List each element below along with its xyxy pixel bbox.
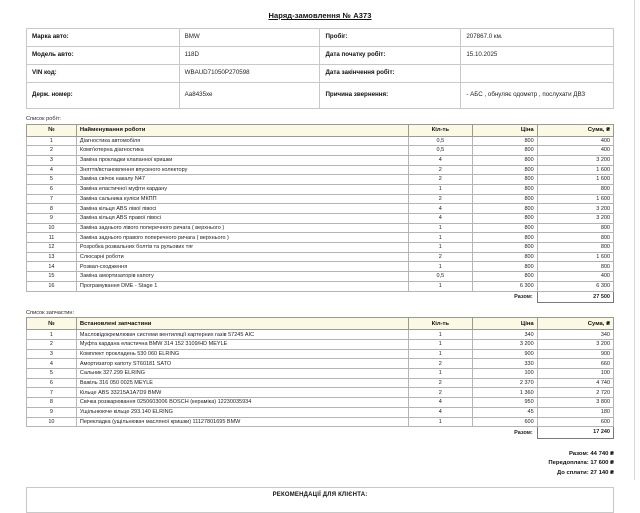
grand-total-label: Передоплата: bbox=[548, 460, 589, 467]
cell-num: 4 bbox=[27, 359, 77, 369]
cell-num: 6 bbox=[27, 184, 77, 194]
cell-price: 600 bbox=[473, 417, 538, 427]
cell-price: 800 bbox=[473, 184, 538, 194]
cell-price: 800 bbox=[473, 194, 538, 204]
cell-price: 950 bbox=[473, 398, 538, 408]
cell-num: 4 bbox=[27, 165, 77, 175]
table-row bbox=[27, 233, 614, 243]
cell-num: 6 bbox=[27, 378, 77, 388]
parts-header-qty: Кіл-ть bbox=[408, 318, 473, 330]
page-title: Наряд-замовлення № А373 bbox=[268, 11, 372, 20]
cell-price: 3 200 bbox=[473, 340, 538, 350]
vehicle-info-row bbox=[27, 65, 614, 83]
cell-qty: 2 bbox=[408, 252, 473, 262]
table-row bbox=[27, 281, 614, 291]
table-row bbox=[27, 243, 614, 253]
cell-price: 800 bbox=[473, 146, 538, 156]
cell-qty: 1 bbox=[408, 417, 473, 427]
cell-qty: 4 bbox=[408, 155, 473, 165]
cell-name: Заміна сальника куліси МКПП bbox=[76, 194, 408, 204]
works-header-sum: Сума, ₴ bbox=[537, 124, 613, 136]
cell-name: Заміна кільця ABS лівої півосі bbox=[76, 204, 408, 214]
cell-num: 8 bbox=[27, 398, 77, 408]
works-header-qty: Кіл-ть bbox=[408, 124, 473, 136]
cell-num: 12 bbox=[27, 243, 77, 253]
table-row bbox=[27, 262, 614, 272]
cell-name: Свічка розжарювання 0250603006 BOSCH (кераміка) 12230035934 bbox=[76, 398, 408, 408]
grand-total-amount: 17 600 ₴ bbox=[590, 460, 614, 467]
cell-qty: 2 bbox=[408, 165, 473, 175]
cell-price: 100 bbox=[473, 369, 538, 379]
parts-total-value: 17 240 bbox=[537, 427, 613, 438]
end-date-label: Дата закінчення робіт: bbox=[320, 65, 461, 83]
cell-qty: 0,5 bbox=[408, 136, 473, 146]
table-row bbox=[27, 359, 614, 369]
cell-name: Амортизатор капоту ST60181 SATO bbox=[76, 359, 408, 369]
cell-qty: 4 bbox=[408, 398, 473, 408]
cell-sum: 800 bbox=[537, 262, 613, 272]
vin-label: VIN код: bbox=[27, 65, 180, 83]
cell-price: 800 bbox=[473, 252, 538, 262]
cell-num: 10 bbox=[27, 223, 77, 233]
cell-name: Важіль 316 050 0025 MEYLE bbox=[76, 378, 408, 388]
vehicle-brand-label: Марка авто: bbox=[27, 29, 180, 47]
parts-list-caption: Список запчастин: bbox=[26, 309, 75, 316]
table-row bbox=[27, 136, 614, 146]
parts-total-row bbox=[27, 427, 614, 438]
cell-num: 14 bbox=[27, 262, 77, 272]
cell-name: Розробка розвальних болтів та рульових тяг bbox=[76, 243, 408, 253]
table-row bbox=[27, 417, 614, 427]
table-row bbox=[27, 340, 614, 350]
works-header-num: № bbox=[27, 124, 77, 136]
works-table bbox=[26, 124, 614, 303]
reason-label: Причина звернення: bbox=[320, 83, 461, 109]
vehicle-model-label: Модель авто: bbox=[27, 47, 180, 65]
parts-total-label: Разом: bbox=[514, 430, 533, 437]
works-total-row bbox=[27, 291, 614, 302]
table-row bbox=[27, 407, 614, 417]
plate-number-value: Аа8435хе bbox=[179, 83, 320, 109]
table-row bbox=[27, 388, 614, 398]
table-row bbox=[27, 398, 614, 408]
cell-num: 1 bbox=[27, 330, 77, 340]
start-date-value: 15.10.2025 bbox=[461, 47, 614, 65]
cell-num: 11 bbox=[27, 233, 77, 243]
cell-name: Муфта кардана еластична BMW 314 152 3109/HD MEYLE bbox=[76, 340, 408, 350]
vehicle-model-value: 118D bbox=[179, 47, 320, 65]
cell-sum: 100 bbox=[537, 369, 613, 379]
cell-num: 16 bbox=[27, 281, 77, 291]
cell-qty: 1 bbox=[408, 243, 473, 253]
cell-price: 800 bbox=[473, 233, 538, 243]
grand-total-line bbox=[12, 459, 614, 469]
cell-qty: 1 bbox=[408, 369, 473, 379]
cell-qty: 1 bbox=[408, 340, 473, 350]
cell-qty: 2 bbox=[408, 388, 473, 398]
table-row bbox=[27, 146, 614, 156]
works-list-caption: Список робіт: bbox=[26, 116, 61, 122]
cell-price: 800 bbox=[473, 155, 538, 165]
table-row bbox=[27, 175, 614, 185]
cell-name: Заміна прокладки клапанної кришки bbox=[76, 155, 408, 165]
table-row bbox=[27, 369, 614, 379]
cell-num: 7 bbox=[27, 388, 77, 398]
parts-table-head bbox=[27, 318, 614, 330]
cell-sum: 6 300 bbox=[537, 281, 613, 291]
cell-qty: 1 bbox=[408, 223, 473, 233]
cell-qty: 0,5 bbox=[408, 272, 473, 282]
cell-price: 45 bbox=[473, 407, 538, 417]
parts-header-row bbox=[27, 318, 614, 330]
grand-total-line bbox=[12, 450, 614, 460]
cell-sum: 800 bbox=[537, 233, 613, 243]
grand-total-line bbox=[12, 469, 614, 479]
cell-qty: 1 bbox=[408, 262, 473, 272]
cell-qty: 2 bbox=[408, 378, 473, 388]
cell-sum: 3 800 bbox=[537, 398, 613, 408]
cell-qty: 4 bbox=[408, 204, 473, 214]
cell-price: 1 360 bbox=[473, 388, 538, 398]
cell-num: 8 bbox=[27, 204, 77, 214]
cell-num: 3 bbox=[27, 155, 77, 165]
table-row bbox=[27, 165, 614, 175]
cell-price: 800 bbox=[473, 165, 538, 175]
table-row bbox=[27, 204, 614, 214]
table-row bbox=[27, 184, 614, 194]
cell-qty: 2 bbox=[408, 175, 473, 185]
cell-sum: 340 bbox=[537, 330, 613, 340]
cell-name: Діагностика автомобіля bbox=[76, 136, 408, 146]
cell-sum: 600 bbox=[537, 417, 613, 427]
grand-total-amount: 44 740 ₴ bbox=[590, 450, 614, 457]
cell-num: 9 bbox=[27, 214, 77, 224]
cell-sum: 1 600 bbox=[537, 165, 613, 175]
start-date-label: Дата початку робіт: bbox=[320, 47, 461, 65]
works-total-value: 27 500 bbox=[537, 291, 613, 302]
cell-num: 13 bbox=[27, 252, 77, 262]
grand-total-amount: 27 140 ₴ bbox=[590, 469, 614, 476]
cell-price: 800 bbox=[473, 262, 538, 272]
cell-qty: 2 bbox=[408, 359, 473, 369]
cell-qty: 4 bbox=[408, 407, 473, 417]
cell-sum: 800 bbox=[537, 243, 613, 253]
works-table-head bbox=[27, 124, 614, 136]
vin-value: WBAUD71050P270598 bbox=[179, 65, 320, 83]
cell-name: Програмування DME - Stage 1 bbox=[76, 281, 408, 291]
cell-name: Ущільнююче кільце 293.140 ELRING bbox=[76, 407, 408, 417]
cell-price: 340 bbox=[473, 330, 538, 340]
cell-name: Комплект прокладень 530 060 ELRING bbox=[76, 349, 408, 359]
cell-sum: 4 740 bbox=[537, 378, 613, 388]
works-header-price: Ціна bbox=[473, 124, 538, 136]
parts-table bbox=[26, 317, 614, 438]
cell-qty: 1 bbox=[408, 233, 473, 243]
cell-sum: 1 600 bbox=[537, 194, 613, 204]
table-row bbox=[27, 223, 614, 233]
grand-totals bbox=[12, 450, 614, 479]
reason-value: - АБС , обнуляє одометр , послухати ДВЗ bbox=[461, 83, 614, 109]
page-edge-strip bbox=[634, 0, 640, 480]
works-table-foot bbox=[27, 291, 614, 302]
cell-name: Кільце ABS 33215A1A7D9 BMW bbox=[76, 388, 408, 398]
parts-header-num: № bbox=[27, 318, 77, 330]
cell-price: 800 bbox=[473, 136, 538, 146]
cell-sum: 800 bbox=[537, 223, 613, 233]
cell-name: Заміна заднього лівого поперечного ричага ( верхнього ) bbox=[76, 223, 408, 233]
cell-name: Заміна кільця ABS правої півосі bbox=[76, 214, 408, 224]
cell-num: 5 bbox=[27, 175, 77, 185]
cell-qty: 2 bbox=[408, 194, 473, 204]
cell-name: Заміна амортизаторів капоту bbox=[76, 272, 408, 282]
cell-name: Перекладка (ущільнювач масляної кришки) 11127801695 BMW bbox=[76, 417, 408, 427]
cell-sum: 3 200 bbox=[537, 214, 613, 224]
cell-price: 800 bbox=[473, 272, 538, 282]
works-header-name: Найменування роботи bbox=[76, 124, 408, 136]
cell-name: Розвал-сходження bbox=[76, 262, 408, 272]
cell-num: 10 bbox=[27, 417, 77, 427]
cell-sum: 3 200 bbox=[537, 204, 613, 214]
grand-total-label: До сплати: bbox=[556, 469, 589, 476]
cell-price: 800 bbox=[473, 204, 538, 214]
cell-sum: 400 bbox=[537, 136, 613, 146]
cell-name: Заміна еластичної муфти кардану bbox=[76, 184, 408, 194]
cell-price: 900 bbox=[473, 349, 538, 359]
table-row bbox=[27, 330, 614, 340]
table-row bbox=[27, 214, 614, 224]
cell-qty: 4 bbox=[408, 214, 473, 224]
table-row bbox=[27, 378, 614, 388]
cell-qty: 1 bbox=[408, 349, 473, 359]
cell-name: Зняття/встановлення впускного колектору bbox=[76, 165, 408, 175]
end-date-value bbox=[461, 65, 614, 83]
vehicle-info-row bbox=[27, 83, 614, 109]
cell-price: 800 bbox=[473, 223, 538, 233]
cell-num: 15 bbox=[27, 272, 77, 282]
works-table-body bbox=[27, 136, 614, 291]
mileage-value: 207867.0 км. bbox=[461, 29, 614, 47]
vehicle-info-row bbox=[27, 29, 614, 47]
cell-name: Заміна свічок накалу N47 bbox=[76, 175, 408, 185]
cell-price: 330 bbox=[473, 359, 538, 369]
parts-header-sum: Сума, ₴ bbox=[537, 318, 613, 330]
cell-num: 3 bbox=[27, 349, 77, 359]
cell-num: 7 bbox=[27, 194, 77, 204]
cell-sum: 3 200 bbox=[537, 340, 613, 350]
cell-sum: 900 bbox=[537, 349, 613, 359]
parts-table-body bbox=[27, 330, 614, 427]
cell-name: Сальник 327.299 ELRING bbox=[76, 369, 408, 379]
cell-name: Масловідокремлювач системи вентиляції картерних газів 57245 AIC bbox=[76, 330, 408, 340]
cell-num: 2 bbox=[27, 340, 77, 350]
cell-sum: 3 200 bbox=[537, 155, 613, 165]
cell-name: Заміна заднього правого поперечного ричага ( верхнього ) bbox=[76, 233, 408, 243]
cell-num: 2 bbox=[27, 146, 77, 156]
vehicle-info-body bbox=[27, 29, 614, 109]
recommendations-title: РЕКОМЕНДАЦІЇ ДЛЯ КЛІЄНТА: bbox=[272, 491, 368, 498]
cell-sum: 1 600 bbox=[537, 175, 613, 185]
cell-sum: 2 720 bbox=[537, 388, 613, 398]
cell-price: 800 bbox=[473, 214, 538, 224]
cell-sum: 400 bbox=[537, 272, 613, 282]
table-row bbox=[27, 252, 614, 262]
cell-sum: 660 bbox=[537, 359, 613, 369]
cell-price: 800 bbox=[473, 175, 538, 185]
parts-total-spacer bbox=[27, 427, 473, 438]
grand-total-label: Разом: bbox=[568, 450, 589, 457]
parts-header-name: Встановлені запчастини bbox=[76, 318, 408, 330]
cell-name: Слюсарні роботи bbox=[76, 252, 408, 262]
table-row bbox=[27, 272, 614, 282]
recommendations-box bbox=[26, 487, 614, 513]
works-total-label: Разом: bbox=[514, 294, 533, 301]
mileage-label: Пробіг: bbox=[320, 29, 461, 47]
cell-num: 5 bbox=[27, 369, 77, 379]
cell-price: 800 bbox=[473, 243, 538, 253]
cell-sum: 1 600 bbox=[537, 252, 613, 262]
works-total-spacer bbox=[27, 291, 473, 302]
vehicle-brand-value: BMW bbox=[179, 29, 320, 47]
cell-qty: 1 bbox=[408, 281, 473, 291]
cell-price: 2 370 bbox=[473, 378, 538, 388]
cell-sum: 800 bbox=[537, 184, 613, 194]
cell-num: 1 bbox=[27, 136, 77, 146]
plate-number-label: Держ. номер: bbox=[27, 83, 180, 109]
table-row bbox=[27, 155, 614, 165]
parts-header-price: Ціна bbox=[473, 318, 538, 330]
parts-table-foot bbox=[27, 427, 614, 438]
works-header-row bbox=[27, 124, 614, 136]
cell-sum: 400 bbox=[537, 146, 613, 156]
cell-sum: 180 bbox=[537, 407, 613, 417]
cell-name: Комп'ютерна діагностика bbox=[76, 146, 408, 156]
cell-num: 9 bbox=[27, 407, 77, 417]
table-row bbox=[27, 194, 614, 204]
vehicle-info-row bbox=[27, 47, 614, 65]
cell-qty: 1 bbox=[408, 184, 473, 194]
cell-qty: 0,5 bbox=[408, 146, 473, 156]
vehicle-info-table bbox=[26, 28, 614, 109]
table-row bbox=[27, 349, 614, 359]
cell-price: 6 300 bbox=[473, 281, 538, 291]
cell-qty: 1 bbox=[408, 330, 473, 340]
